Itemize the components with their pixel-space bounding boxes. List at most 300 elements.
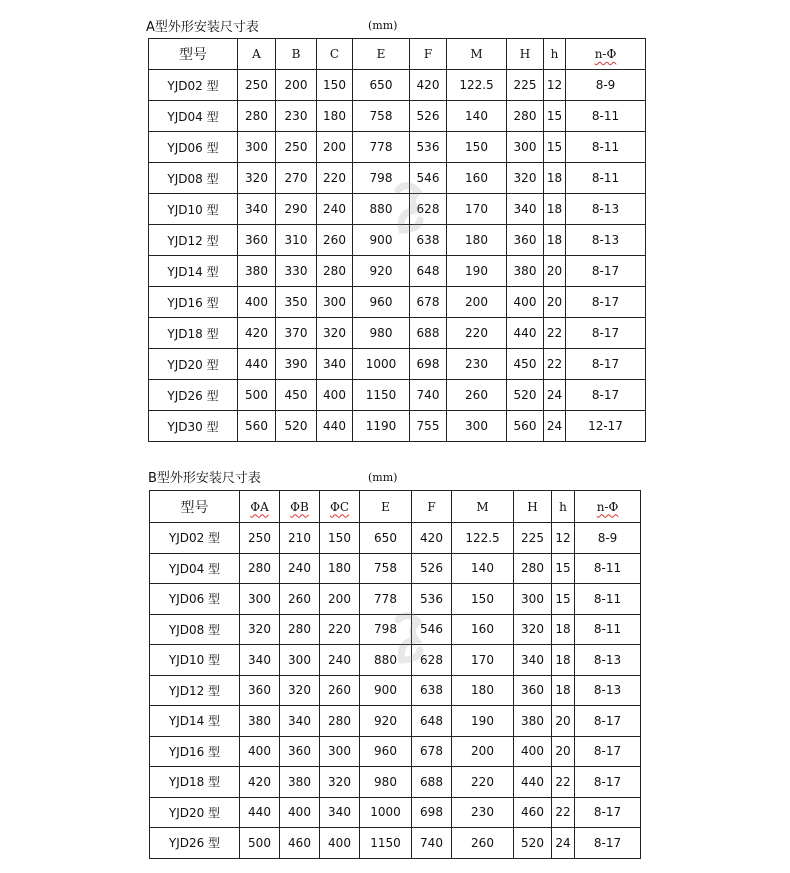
value-cell: 250 [238, 70, 276, 101]
table-row [150, 523, 641, 554]
value-cell: 18 [544, 225, 566, 256]
value-cell: 880 [353, 194, 410, 225]
value-cell: 300 [514, 584, 552, 615]
value-cell: 200 [447, 287, 507, 318]
value-cell: 140 [447, 101, 507, 132]
table_b-header-cell [360, 491, 412, 523]
table_a-header-label: B [291, 47, 301, 61]
value-cell: 200 [317, 132, 353, 163]
value-cell: 8-11 [566, 132, 646, 163]
table-row [149, 101, 646, 132]
value-cell: 180 [320, 553, 360, 584]
value-cell: 24 [552, 828, 575, 859]
value-cell: 440 [238, 349, 276, 380]
model-cell: YJD08 型 [149, 163, 238, 194]
value-cell: 8-11 [575, 614, 641, 645]
value-cell: 24 [544, 380, 566, 411]
value-cell: 8-17 [575, 767, 641, 798]
value-cell: 1000 [353, 349, 410, 380]
value-cell: 500 [240, 828, 280, 859]
value-cell: 360 [240, 675, 280, 706]
value-cell: 300 [320, 736, 360, 767]
model-cell: YJD20 型 [149, 349, 238, 380]
model-cell: YJD30 型 [149, 411, 238, 442]
value-cell: 560 [507, 411, 544, 442]
table_a-header-cell [410, 39, 447, 70]
table-a [148, 38, 646, 442]
table_b-header-label: n-Φ [596, 499, 619, 514]
value-cell: 22 [552, 767, 575, 798]
value-cell: 260 [452, 828, 514, 859]
value-cell: 180 [452, 675, 514, 706]
table-row [149, 163, 646, 194]
value-cell: 390 [276, 349, 317, 380]
value-cell: 920 [353, 256, 410, 287]
value-cell: 230 [276, 101, 317, 132]
value-cell: 15 [544, 101, 566, 132]
table-row [150, 584, 641, 615]
table-row [149, 411, 646, 442]
table_b-header-cell [280, 491, 320, 523]
table_b-header-label: h [559, 499, 567, 514]
value-cell: 450 [507, 349, 544, 380]
value-cell: 18 [544, 194, 566, 225]
table_a-header-label: A [252, 47, 261, 61]
table-row [149, 380, 646, 411]
model-cell: YJD06 型 [150, 584, 240, 615]
table-row [149, 194, 646, 225]
value-cell: 220 [447, 318, 507, 349]
value-cell: 698 [410, 349, 447, 380]
value-cell: 8-11 [566, 101, 646, 132]
value-cell: 22 [544, 318, 566, 349]
value-cell: 250 [240, 523, 280, 554]
value-cell: 8-9 [575, 523, 641, 554]
value-cell: 300 [240, 584, 280, 615]
table-row [150, 645, 641, 676]
value-cell: 526 [412, 553, 452, 584]
value-cell: 628 [412, 645, 452, 676]
value-cell: 18 [544, 163, 566, 194]
value-cell: 300 [507, 132, 544, 163]
table_b-header-cell [514, 491, 552, 523]
value-cell: 1190 [353, 411, 410, 442]
value-cell: 150 [320, 523, 360, 554]
table_b-header-cell [240, 491, 280, 523]
value-cell: 8-17 [566, 380, 646, 411]
table_a-header-label: C [329, 47, 340, 61]
model-cell: YJD12 型 [150, 675, 240, 706]
table_b-header-label: ΦB [290, 499, 309, 514]
table_a-header-cell [276, 39, 317, 70]
value-cell: 210 [280, 523, 320, 554]
table-row [150, 675, 641, 706]
table_a-header-label: h [550, 47, 559, 61]
table_b-header-cell [412, 491, 452, 523]
value-cell: 280 [280, 614, 320, 645]
value-cell: 240 [320, 645, 360, 676]
value-cell: 8-17 [566, 287, 646, 318]
value-cell: 8-13 [575, 645, 641, 676]
table-b-unit: (mm) [368, 471, 398, 484]
value-cell: 320 [317, 318, 353, 349]
value-cell: 536 [412, 584, 452, 615]
table-row [150, 797, 641, 828]
value-cell: 400 [507, 287, 544, 318]
value-cell: 628 [410, 194, 447, 225]
value-cell: 440 [317, 411, 353, 442]
value-cell: 536 [410, 132, 447, 163]
value-cell: 460 [514, 797, 552, 828]
value-cell: 320 [507, 163, 544, 194]
value-cell: 20 [552, 736, 575, 767]
value-cell: 755 [410, 411, 447, 442]
value-cell: 960 [353, 287, 410, 318]
value-cell: 678 [412, 736, 452, 767]
value-cell: 400 [238, 287, 276, 318]
value-cell: 180 [447, 225, 507, 256]
table_a-header-label: E [376, 47, 386, 61]
value-cell: 260 [280, 584, 320, 615]
table-b-header-row [150, 491, 641, 523]
value-cell: 280 [320, 706, 360, 737]
value-cell: 778 [360, 584, 412, 615]
table-row [149, 318, 646, 349]
value-cell: 24 [544, 411, 566, 442]
table_a-header-label: F [423, 47, 433, 61]
value-cell: 260 [320, 675, 360, 706]
value-cell: 260 [447, 380, 507, 411]
value-cell: 460 [280, 828, 320, 859]
value-cell: 300 [238, 132, 276, 163]
table-row [150, 553, 641, 584]
value-cell: 340 [320, 797, 360, 828]
value-cell: 900 [360, 675, 412, 706]
model-cell: YJD14 型 [149, 256, 238, 287]
value-cell: 240 [317, 194, 353, 225]
value-cell: 380 [240, 706, 280, 737]
value-cell: 370 [276, 318, 317, 349]
table-b-title: B型外形安装尺寸表 [148, 471, 261, 486]
value-cell: 520 [514, 828, 552, 859]
value-cell: 15 [552, 584, 575, 615]
value-cell: 400 [240, 736, 280, 767]
value-cell: 648 [410, 256, 447, 287]
value-cell: 8-17 [566, 349, 646, 380]
value-cell: 8-11 [575, 584, 641, 615]
table_a-header-cell [507, 39, 544, 70]
table-row [150, 706, 641, 737]
model-cell: YJD26 型 [149, 380, 238, 411]
value-cell: 500 [238, 380, 276, 411]
value-cell: 12 [544, 70, 566, 101]
table_b-header-label: H [527, 499, 538, 514]
table_b-header-label: M [476, 499, 489, 514]
value-cell: 420 [240, 767, 280, 798]
table_a-header-cell [317, 39, 353, 70]
value-cell: 300 [317, 287, 353, 318]
model-cell: YJD04 型 [149, 101, 238, 132]
value-cell: 8-13 [575, 675, 641, 706]
table-row [149, 225, 646, 256]
value-cell: 340 [280, 706, 320, 737]
value-cell: 20 [544, 256, 566, 287]
model-cell: YJD12 型 [149, 225, 238, 256]
table-row [149, 70, 646, 101]
value-cell: 15 [544, 132, 566, 163]
value-cell: 280 [240, 553, 280, 584]
table-row [150, 828, 641, 859]
value-cell: 22 [544, 349, 566, 380]
value-cell: 220 [320, 614, 360, 645]
value-cell: 980 [360, 767, 412, 798]
value-cell: 280 [514, 553, 552, 584]
table-row [150, 614, 641, 645]
value-cell: 440 [240, 797, 280, 828]
model-cell: YJD20 型 [150, 797, 240, 828]
value-cell: 150 [452, 584, 514, 615]
value-cell: 650 [353, 70, 410, 101]
value-cell: 20 [552, 706, 575, 737]
value-cell: 400 [317, 380, 353, 411]
value-cell: 340 [238, 194, 276, 225]
value-cell: 340 [507, 194, 544, 225]
model-cell: YJD18 型 [149, 318, 238, 349]
model-cell: YJD02 型 [149, 70, 238, 101]
table_a-header-label: n-Φ [594, 47, 617, 61]
value-cell: 1000 [360, 797, 412, 828]
value-cell: 18 [552, 614, 575, 645]
value-cell: 778 [353, 132, 410, 163]
value-cell: 150 [447, 132, 507, 163]
value-cell: 698 [412, 797, 452, 828]
value-cell: 12-17 [566, 411, 646, 442]
value-cell: 270 [276, 163, 317, 194]
value-cell: 758 [360, 553, 412, 584]
value-cell: 330 [276, 256, 317, 287]
value-cell: 310 [276, 225, 317, 256]
value-cell: 12 [552, 523, 575, 554]
value-cell: 170 [452, 645, 514, 676]
value-cell: 520 [507, 380, 544, 411]
value-cell: 8-13 [566, 194, 646, 225]
value-cell: 160 [447, 163, 507, 194]
model-cell: YJD16 型 [150, 736, 240, 767]
value-cell: 200 [452, 736, 514, 767]
table_b-header-label: ΦC [329, 499, 350, 514]
table_a-header-cell [238, 39, 276, 70]
value-cell: 340 [317, 349, 353, 380]
value-cell: 200 [320, 584, 360, 615]
value-cell: 200 [276, 70, 317, 101]
value-cell: 450 [276, 380, 317, 411]
table_b-header-label: E [381, 499, 390, 514]
value-cell: 190 [452, 706, 514, 737]
value-cell: 150 [317, 70, 353, 101]
model-cell: YJD10 型 [149, 194, 238, 225]
value-cell: 230 [452, 797, 514, 828]
value-cell: 15 [552, 553, 575, 584]
value-cell: 678 [410, 287, 447, 318]
table-row [149, 256, 646, 287]
table_b-header-cell [452, 491, 514, 523]
value-cell: 160 [452, 614, 514, 645]
value-cell: 440 [507, 318, 544, 349]
value-cell: 340 [514, 645, 552, 676]
value-cell: 8-11 [575, 553, 641, 584]
table_a-header-cell [566, 39, 646, 70]
value-cell: 980 [353, 318, 410, 349]
value-cell: 520 [276, 411, 317, 442]
value-cell: 280 [507, 101, 544, 132]
value-cell: 18 [552, 675, 575, 706]
value-cell: 380 [514, 706, 552, 737]
value-cell: 1150 [353, 380, 410, 411]
value-cell: 230 [447, 349, 507, 380]
value-cell: 8-17 [566, 318, 646, 349]
value-cell: 798 [353, 163, 410, 194]
value-cell: 320 [238, 163, 276, 194]
model-cell: YJD16 型 [149, 287, 238, 318]
value-cell: 360 [514, 675, 552, 706]
value-cell: 638 [412, 675, 452, 706]
value-cell: 638 [410, 225, 447, 256]
value-cell: 380 [280, 767, 320, 798]
value-cell: 440 [514, 767, 552, 798]
table_b-header-cell [320, 491, 360, 523]
value-cell: 420 [410, 70, 447, 101]
value-cell: 280 [238, 101, 276, 132]
value-cell: 400 [320, 828, 360, 859]
value-cell: 900 [353, 225, 410, 256]
table_b-header-label: ΦA [250, 499, 269, 514]
value-cell: 546 [412, 614, 452, 645]
table-a-unit: (mm) [368, 19, 398, 32]
value-cell: 300 [280, 645, 320, 676]
value-cell: 560 [238, 411, 276, 442]
model-cell: YJD14 型 [150, 706, 240, 737]
value-cell: 400 [514, 736, 552, 767]
model-cell: YJD06 型 [149, 132, 238, 163]
value-cell: 8-9 [566, 70, 646, 101]
table_b-header-cell [575, 491, 641, 523]
value-cell: 250 [276, 132, 317, 163]
table_b-header-cell [552, 491, 575, 523]
value-cell: 8-13 [566, 225, 646, 256]
table_a-header-label: H [519, 47, 531, 61]
value-cell: 340 [240, 645, 280, 676]
table_a-header-cell [447, 39, 507, 70]
value-cell: 122.5 [452, 523, 514, 554]
value-cell: 300 [447, 411, 507, 442]
value-cell: 280 [317, 256, 353, 287]
value-cell: 8-17 [575, 828, 641, 859]
table-row [149, 132, 646, 163]
model-cell: YJD10 型 [150, 645, 240, 676]
value-cell: 8-17 [575, 797, 641, 828]
value-cell: 960 [360, 736, 412, 767]
table_a-header-label: M [470, 47, 483, 61]
value-cell: 798 [360, 614, 412, 645]
value-cell: 8-17 [575, 736, 641, 767]
table_a-header-cell [544, 39, 566, 70]
value-cell: 320 [240, 614, 280, 645]
value-cell: 1150 [360, 828, 412, 859]
value-cell: 140 [452, 553, 514, 584]
value-cell: 290 [276, 194, 317, 225]
value-cell: 380 [238, 256, 276, 287]
value-cell: 688 [412, 767, 452, 798]
value-cell: 20 [544, 287, 566, 318]
model-cell: YJD08 型 [150, 614, 240, 645]
value-cell: 740 [412, 828, 452, 859]
value-cell: 320 [280, 675, 320, 706]
value-cell: 648 [412, 706, 452, 737]
value-cell: 225 [514, 523, 552, 554]
table-row [149, 349, 646, 380]
value-cell: 225 [507, 70, 544, 101]
model-cell: YJD26 型 [150, 828, 240, 859]
model-cell: YJD18 型 [150, 767, 240, 798]
value-cell: 740 [410, 380, 447, 411]
table_b-header-cell [150, 491, 240, 523]
table_b-header-label: F [427, 499, 436, 514]
value-cell: 240 [280, 553, 320, 584]
table-a-title: A型外形安装尺寸表 [146, 20, 259, 35]
value-cell: 18 [552, 645, 575, 676]
value-cell: 650 [360, 523, 412, 554]
table_a-header-cell [149, 39, 238, 70]
value-cell: 360 [238, 225, 276, 256]
value-cell: 122.5 [447, 70, 507, 101]
value-cell: 220 [317, 163, 353, 194]
table-b [149, 490, 641, 859]
model-cell: YJD04 型 [150, 553, 240, 584]
value-cell: 400 [280, 797, 320, 828]
table-a-header-row [149, 39, 646, 70]
value-cell: 546 [410, 163, 447, 194]
table_a-header-cell [353, 39, 410, 70]
value-cell: 350 [276, 287, 317, 318]
value-cell: 380 [507, 256, 544, 287]
table-row [150, 736, 641, 767]
value-cell: 8-17 [575, 706, 641, 737]
value-cell: 190 [447, 256, 507, 287]
value-cell: 360 [280, 736, 320, 767]
value-cell: 420 [412, 523, 452, 554]
value-cell: 22 [552, 797, 575, 828]
model-cell: YJD02 型 [150, 523, 240, 554]
value-cell: 360 [507, 225, 544, 256]
table_b-header-label: 型号 [180, 499, 209, 516]
value-cell: 758 [353, 101, 410, 132]
table-row [149, 287, 646, 318]
value-cell: 420 [238, 318, 276, 349]
table_a-header-label: 型号 [179, 47, 207, 63]
value-cell: 170 [447, 194, 507, 225]
value-cell: 260 [317, 225, 353, 256]
value-cell: 320 [320, 767, 360, 798]
value-cell: 526 [410, 101, 447, 132]
value-cell: 320 [514, 614, 552, 645]
value-cell: 220 [452, 767, 514, 798]
table-row [150, 767, 641, 798]
value-cell: 688 [410, 318, 447, 349]
value-cell: 8-17 [566, 256, 646, 287]
value-cell: 8-11 [566, 163, 646, 194]
value-cell: 180 [317, 101, 353, 132]
value-cell: 920 [360, 706, 412, 737]
